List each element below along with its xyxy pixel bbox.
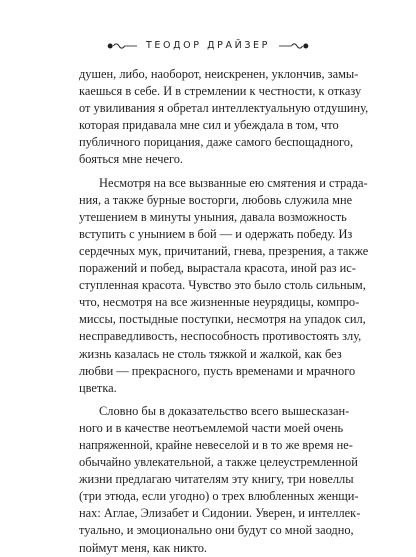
text-line: жизни предлагаю читателям эту книгу, три новеллы [79, 472, 354, 487]
text-line: публичного порицания, даже самого беспощадного, [79, 135, 354, 150]
running-head [0, 40, 416, 51]
text-line: ния, а также бурные восторги, любовь служила мне [79, 192, 353, 207]
text-line: обычайно увлекательной, а также целеустремленной [79, 455, 358, 470]
running-head-title: ТЕОДОР ДРАЙЗЕР [146, 40, 270, 51]
paragraph-2 [79, 175, 369, 397]
text-line: жизнь казалась не столь тяжкой и жалкой, как без [79, 346, 342, 361]
text-line: нах: Аглае, Элизабет и Сидонии. Уверен, и интеллек- [79, 506, 361, 521]
left-ornament-icon [107, 42, 137, 50]
text-line: миссы, постыдные поступки, несмотря на упадок сил, [79, 312, 366, 327]
text-line: (три этюда, если угодно) о трех влюбленных женщи- [79, 489, 359, 504]
text-line: поражений и побед, вырастала красота, иной раз ис- [79, 261, 356, 276]
text-line: ступленная красота. Чувство это было столь сильным, [79, 278, 366, 293]
text-line: любви — прекрасного, пусть временами и мрачного [79, 363, 356, 378]
text-line: ного и в качестве неотъемлемой части моей очень [79, 420, 344, 435]
text-line: вступить с унынием в бой — и одержать победу. Из [79, 226, 353, 241]
text-line: напряженной, крайне невеселой и в то же время не- [79, 437, 353, 452]
text-line: бояться мне нечего. [79, 152, 184, 167]
text-line: от увиливания я обретал интеллектуальную отдушину, [79, 101, 369, 116]
paragraph-1 [79, 66, 369, 169]
text-line: что, несмотря на все жизненные неурядицы, компро- [79, 295, 360, 310]
text-line: Словно бы в доказательство всего вышесказан- [99, 403, 350, 418]
body-text [79, 66, 369, 557]
text-line: которая придавала мне сил и убеждала в том, что [79, 118, 339, 133]
text-line: Несмотря на все вызванные ею смятения и страда- [99, 175, 368, 190]
text-line: поймут меня, как никто. [79, 540, 207, 555]
text-line: душен, либо, наоборот, неискренен, уклончив, замы- [79, 67, 359, 81]
text-line: утешением в минуты уныния, давала возможность [79, 209, 347, 224]
text-line: сердечных мук, причитаний, гнева, презрения, а также [79, 243, 369, 258]
text-line: каешься в себе. И в стремлении к честности, к отказу [79, 84, 362, 99]
text-line: цветка. [79, 380, 117, 395]
text-line: несправедливость, неспособность противостоять злу, [79, 329, 362, 344]
right-ornament-icon [279, 42, 309, 50]
text-line: туально, и эмоционально они будут со мной заодно, [79, 523, 354, 538]
paragraph-3 [79, 403, 361, 557]
